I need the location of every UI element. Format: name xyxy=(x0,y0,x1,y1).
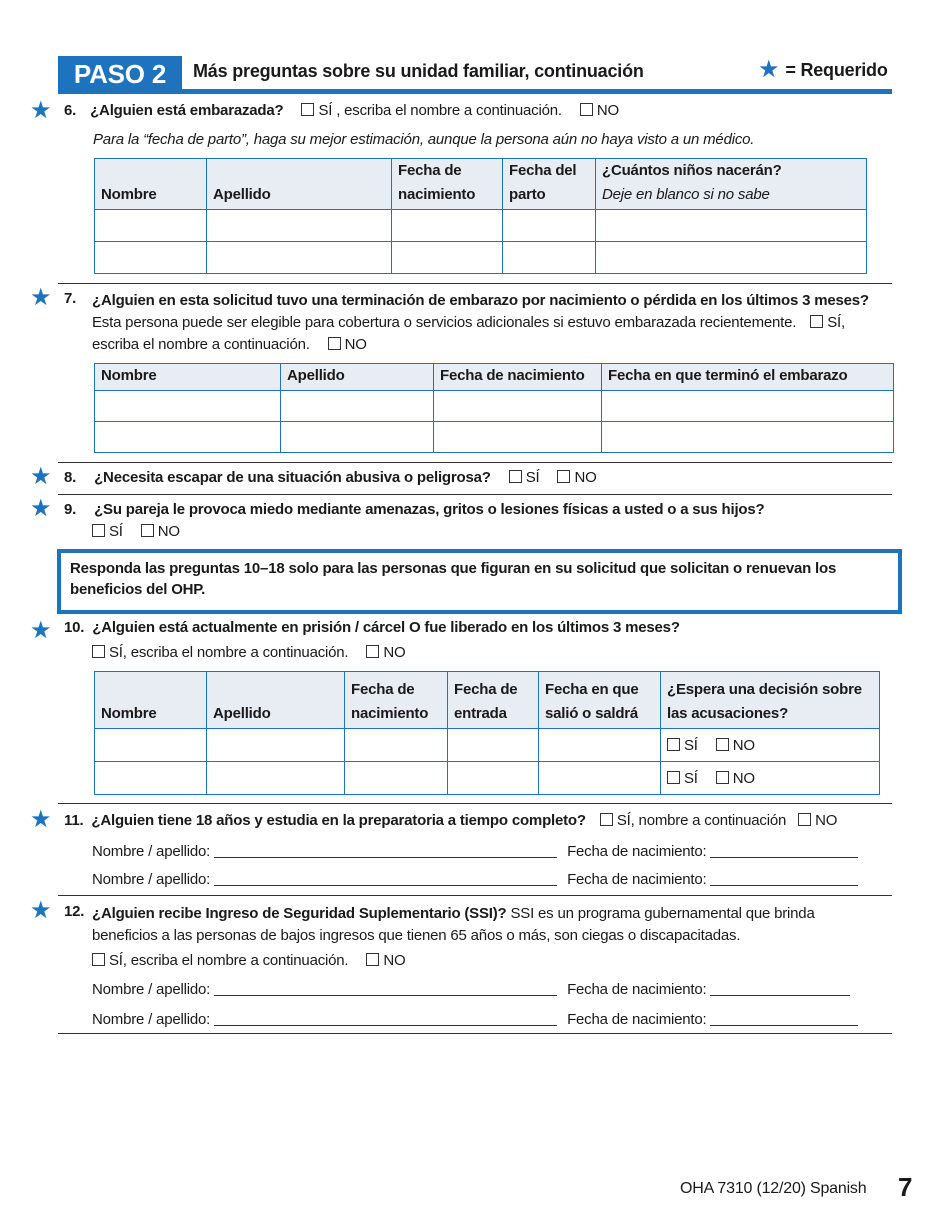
table-cell[interactable] xyxy=(345,729,448,762)
name-label: Nombre / apellido: xyxy=(92,981,211,998)
table-cell[interactable] xyxy=(95,210,207,242)
no-checkbox[interactable]: NO xyxy=(366,644,405,661)
question-text: ¿Alguien recibe Ingreso de Seguridad Suplementario (SSI)? xyxy=(92,905,507,922)
question-detail: Esta persona puede ser elegible para cobertura o servicios adicionales si estuvo embarazada recientemente. xyxy=(92,314,797,331)
table-cell[interactable] xyxy=(392,242,503,274)
col-header: Nombre xyxy=(95,159,207,210)
table-header-row xyxy=(95,159,867,210)
table-cell[interactable] xyxy=(503,210,596,242)
question-number: 12. xyxy=(64,903,85,920)
yes-checkbox[interactable]: SÍ xyxy=(667,770,698,787)
star-icon: ★ xyxy=(758,56,780,83)
yes-checkbox[interactable]: SÍ xyxy=(667,737,698,754)
col-header: Apellido xyxy=(281,364,434,391)
table-cell[interactable] xyxy=(539,729,661,762)
yes-checkbox[interactable]: SÍ, escriba el nombre a continuación. xyxy=(92,314,845,353)
table-cell[interactable] xyxy=(602,422,894,453)
col-header: Fecha en que salió o saldrá xyxy=(539,672,661,729)
question-number: 7. xyxy=(64,290,77,307)
table-cell[interactable] xyxy=(434,422,602,453)
star-icon: ★ xyxy=(30,463,52,490)
yes-checkbox[interactable]: SÍ xyxy=(92,523,123,540)
question-number: 11. xyxy=(64,812,84,829)
divider xyxy=(58,462,892,463)
notice-box: Responda las preguntas 10–18 solo para las personas que figuran en su solicitud que solicitan o renuevan los beneficios del OHP. xyxy=(57,549,902,614)
table-cell[interactable] xyxy=(281,422,434,453)
decision-cell xyxy=(661,762,880,795)
divider xyxy=(58,283,892,284)
yes-checkbox[interactable]: SÍ, nombre a continuación xyxy=(600,812,786,829)
star-icon: ★ xyxy=(30,495,52,522)
dob-label: Fecha de nacimiento: xyxy=(567,981,707,998)
question-11 xyxy=(64,812,837,829)
required-legend-label: = Requerido xyxy=(785,59,888,80)
table-cell[interactable] xyxy=(95,391,281,422)
table-cell[interactable] xyxy=(392,210,503,242)
pregnancy-end-table xyxy=(94,363,894,453)
pregnancy-table xyxy=(94,158,867,274)
col-header: Fecha de entrada xyxy=(448,672,539,729)
no-checkbox[interactable]: NO xyxy=(798,812,837,829)
no-checkbox[interactable]: NO xyxy=(328,336,367,353)
table-row xyxy=(95,391,894,422)
page-number: 7 xyxy=(898,1172,913,1202)
step-badge: PASO 2 xyxy=(58,56,182,92)
table-cell[interactable] xyxy=(596,210,867,242)
no-checkbox[interactable]: NO xyxy=(716,770,755,787)
name-field[interactable] xyxy=(214,871,557,886)
question-number: 6. xyxy=(64,102,77,119)
name-dob-line xyxy=(92,843,858,860)
table-cell[interactable] xyxy=(207,762,345,795)
table-cell[interactable] xyxy=(207,729,345,762)
question-text: ¿Alguien está actualmente en prisión / cárcel O fue liberado en los últimos 3 meses? xyxy=(92,619,680,636)
dob-label: Fecha de nacimiento: xyxy=(567,871,707,888)
name-label: Nombre / apellido: xyxy=(92,871,211,888)
table-cell[interactable] xyxy=(207,210,392,242)
star-icon: ★ xyxy=(30,617,52,644)
table-cell[interactable] xyxy=(281,391,434,422)
no-checkbox[interactable]: NO xyxy=(557,469,596,486)
table-cell[interactable] xyxy=(503,242,596,274)
question-text: ¿Alguien en esta solicitud tuvo una terminación de embarazo por nacimiento o pérdida en los últimos 3 meses? xyxy=(92,292,869,309)
no-checkbox[interactable]: NO xyxy=(366,952,405,969)
table-header-row xyxy=(95,672,880,729)
star-icon: ★ xyxy=(30,97,52,124)
question-detail: SSI es un programa gubernamental que brinda beneficios a las personas de bajos ingresos que tienen 65 años o más, son ciegas o discapacitadas. xyxy=(92,905,815,944)
table-cell[interactable] xyxy=(596,242,867,274)
table-cell[interactable] xyxy=(602,391,894,422)
divider xyxy=(58,1033,892,1034)
dob-field[interactable] xyxy=(710,871,858,886)
dob-field[interactable] xyxy=(710,981,850,996)
name-label: Nombre / apellido: xyxy=(92,843,211,860)
question-10-options xyxy=(92,644,405,661)
question-8 xyxy=(64,469,597,486)
divider xyxy=(58,803,892,804)
name-dob-line xyxy=(92,981,850,998)
no-checkbox[interactable]: NO xyxy=(141,523,180,540)
col-header: Nombre xyxy=(95,672,207,729)
question-text: ¿Alguien tiene 18 años y estudia en la preparatoria a tiempo completo? xyxy=(91,812,586,829)
no-checkbox[interactable]: NO xyxy=(716,737,755,754)
question-9-options xyxy=(92,523,180,540)
star-icon: ★ xyxy=(30,806,52,833)
divider xyxy=(58,494,892,495)
col-header: Fecha de nacimiento xyxy=(392,159,503,210)
question-number: 8. xyxy=(64,469,77,486)
col-header: Fecha de nacimiento xyxy=(434,364,602,391)
no-checkbox[interactable]: NO xyxy=(580,102,619,119)
table-cell[interactable] xyxy=(434,391,602,422)
name-field[interactable] xyxy=(214,1011,557,1026)
star-icon: ★ xyxy=(30,284,52,311)
name-dob-line xyxy=(92,1011,858,1028)
table-cell[interactable] xyxy=(539,762,661,795)
question-text: ¿Alguien está embarazada? xyxy=(90,102,284,119)
incarceration-table xyxy=(94,671,880,795)
yes-checkbox[interactable]: SÍ, escriba el nombre a continuación. xyxy=(92,952,348,969)
question-12 xyxy=(92,903,882,947)
col-header: Fecha en que terminó el embarazo xyxy=(602,364,894,391)
header-rule xyxy=(58,89,892,94)
table-row xyxy=(95,422,894,453)
decision-cell xyxy=(661,729,880,762)
yes-checkbox[interactable]: SÍ xyxy=(509,469,540,486)
yes-checkbox[interactable]: SÍ , escriba el nombre a continuación. xyxy=(301,102,561,119)
col-header: Fecha de nacimiento xyxy=(345,672,448,729)
page-title: Más preguntas sobre su unidad familiar, continuación xyxy=(193,61,644,81)
table-row xyxy=(95,210,867,242)
col-header: Apellido xyxy=(207,159,392,210)
table-row xyxy=(95,242,867,274)
star-icon: ★ xyxy=(30,897,52,924)
table-header-row xyxy=(95,364,894,391)
question-6 xyxy=(64,102,619,119)
table-cell[interactable] xyxy=(345,762,448,795)
question-9 xyxy=(64,501,765,518)
dob-field[interactable] xyxy=(710,1011,858,1026)
question-10 xyxy=(64,619,680,636)
table-cell[interactable] xyxy=(95,242,207,274)
form-code: OHA 7310 (12/20) Spanish xyxy=(680,1180,867,1197)
name-label: Nombre / apellido: xyxy=(92,1011,211,1028)
table-row xyxy=(95,762,880,795)
required-legend xyxy=(758,58,888,82)
yes-checkbox[interactable]: SÍ, escriba el nombre a continuación. xyxy=(92,644,348,661)
question-7 xyxy=(92,290,872,356)
question-number: 10. xyxy=(64,619,85,636)
question-text: ¿Su pareja le provoca miedo mediante amenazas, gritos o lesiones físicas a usted o a sus hijos? xyxy=(94,501,765,518)
table-cell[interactable] xyxy=(95,729,207,762)
table-cell[interactable] xyxy=(95,422,281,453)
question-text: ¿Necesita escapar de una situación abusiva o peligrosa? xyxy=(94,469,491,486)
name-field[interactable] xyxy=(214,843,557,858)
dob-label: Fecha de nacimiento: xyxy=(567,1011,707,1028)
dob-field[interactable] xyxy=(710,843,858,858)
question-12-options xyxy=(92,952,405,969)
table-cell[interactable] xyxy=(448,762,539,795)
question-note: Para la “fecha de parto”, haga su mejor estimación, aunque la persona aún no haya visto a un médico. xyxy=(93,131,755,148)
table-row xyxy=(95,729,880,762)
col-header: Nombre xyxy=(95,364,281,391)
name-field[interactable] xyxy=(214,981,557,996)
name-dob-line xyxy=(92,871,858,888)
dob-label: Fecha de nacimiento: xyxy=(567,843,707,860)
col-header: Apellido xyxy=(207,672,345,729)
col-header: Fecha del parto xyxy=(503,159,596,210)
question-number: 9. xyxy=(64,501,77,518)
table-cell[interactable] xyxy=(207,242,392,274)
table-cell[interactable] xyxy=(448,729,539,762)
col-header: ¿Espera una decisión sobre las acusaciones? xyxy=(661,672,880,729)
col-header: ¿Cuántos niños nacerán? Deje en blanco si no sabe xyxy=(596,159,867,210)
divider xyxy=(58,895,892,896)
table-cell[interactable] xyxy=(95,762,207,795)
